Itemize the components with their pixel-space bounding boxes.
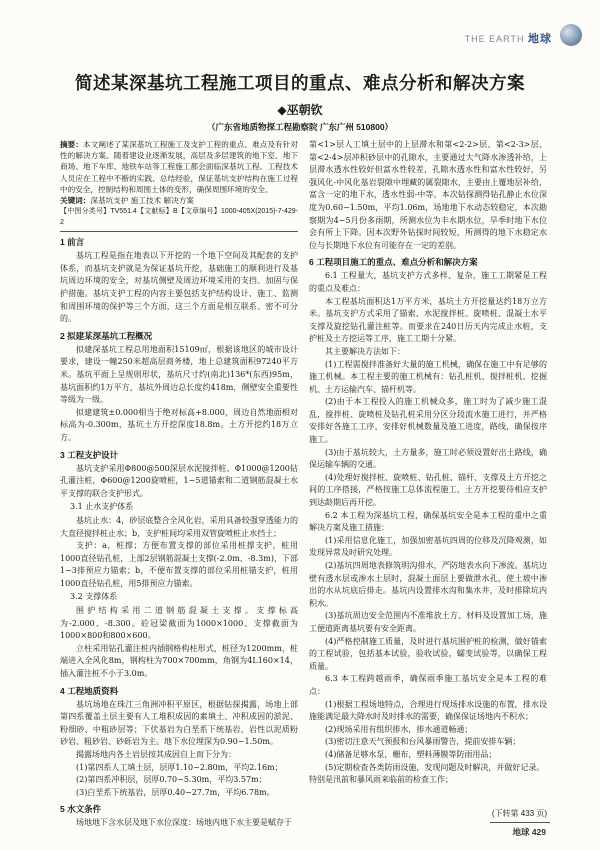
paragraph: 立柱采用钻孔灌注桩内插钢格构柱形式，桩径为1200mm，桩端进入全风化8m，钢构柱为700×700mm，角钢为4L160×14，插入灌注桩不小于3.0m。 xyxy=(60,643,298,679)
abstract-label: 摘要： xyxy=(60,140,84,149)
paragraph: (1)工程需搅拌准备好大量的施工机械，确保在施工中有足够的施工机械。本工程主要的施工机械有：钻孔桩机、搅拌桩机、挖掘机、土方运输汽车、锚杆机等。 xyxy=(309,359,547,394)
paragraph: 场地地下含水层及地下水位深度：场地内地下水主要是赋存于 xyxy=(76,818,292,828)
paragraph: (3)由于基坑较大，土方量多，施工时必须设置好出土路线，确保运输车辆的交通。 xyxy=(309,447,547,470)
paragraph: (1)采用信息化施工，加强加密基坑四周的位移及沉降观测，如发现异常及时研究处理。 xyxy=(309,535,547,558)
list-item: (5)定期检查各类防雨设施，发现问题及时解决，并做好记录。 xyxy=(325,762,545,772)
paragraph: 其主要解决方法如下： xyxy=(325,346,405,356)
paragraph: 揭露场地内各土岩层按其成因自上而下分为： xyxy=(76,750,236,759)
paragraph: 围护结构采用二道钢筋混凝土支撑。支撑标高为-2.000、-8.300。砼冠梁截面为1000×1000、支撑截面为1000×800和800×600。 xyxy=(60,606,298,641)
heading-s5: 5 水文条件 xyxy=(60,804,102,815)
keywords xyxy=(60,195,298,206)
journal-logo xyxy=(465,30,552,46)
heading-s31: 3.1 止水支护体系 xyxy=(70,502,134,512)
paragraph: 拟建深基坑工程总用地面积15109㎡，根据该地区的城市设计要求，建设一幢250米超高层商务楼，地上总建筑面积97240平方米。基坑平面上呈规则形状，基坑尺寸约(南北)136*(东西)95m，基坑面积约1万平方，基坑外周边总长度约418m，侧壁安全重要性等级为一级。 xyxy=(60,344,298,405)
paragraph: 6.2 本工程为深基坑工程，确保基坑安全是本工程的重中之重解决方案及施工措施： xyxy=(309,510,547,533)
heading-s3: 3 工程支护设计 xyxy=(60,449,119,460)
paragraph: (2)基坑四周地表修筑明沟排水，严防地表水向下渗流。基坑边壁有透水层或渗水土层时，混凝土面层上要做泄水孔，使土坡中渗出的水从坑底后排走。基坑内设置排水沟和集水井，及时排除坑内积水。 xyxy=(309,561,547,608)
abstract-text: 本文阐述了某深基坑工程施工及支护工程的重点、难点及有针对性的解决方案。随着建设业逐渐发展，高层及多层建筑的地下室、地下商场、地下车库、地铁车站等工程施工都会面临深基坑工程。工程技术人员应在工程中不断的实践、总结经验，保证基坑支护结构在施工过程中的安全，控制结构和周围土体的变形，确保周围环境的安全。 xyxy=(60,140,299,194)
left-column xyxy=(60,139,298,830)
keywords-label: 关键词： xyxy=(60,196,91,206)
paragraph: 基坑场地在珠江三角洲冲积平原区，根据钻探揭露，场地上部第四系覆盖土层主要有人工堆积成因的素填土、冲积成因的淤泥、粉细砂、中粗砂层等；下伏基岩为白垩系下统基岩，岩性以泥质粉砂岩、粗砂岩、砂砾岩为主。地下水位埋深为0.90~1.50m。 xyxy=(60,699,298,747)
paragraph: 基坑支护采用Φ800@500深层水泥搅拌桩、Φ1000@1200钻孔灌注桩，Φ600@1200旋喷桩，1~5道锚索和二道钢筋混凝土水平支撑的联合支护形式。 xyxy=(60,463,298,498)
paragraph: 支护：a，桩撑；方便布置支撑的部位采用桩撑支护，桩用1000直径钻孔桩，上部2层钢筋混凝土支撑(-2.0m、-8.3m)，下部1~3排预应力锚索；b，不便布置支撑的部位采用桩锚支护，桩用1000直径钻孔桩，用5排预应力锚索。 xyxy=(60,541,298,588)
page-header xyxy=(0,0,600,52)
affiliation: （广东省地质物探工程勘察院 广东广州 510800） xyxy=(206,122,394,132)
abstract xyxy=(60,139,298,195)
paragraph: 6.1 工程量大，基坑支护方式多样、复杂，施工工期紧是工程的重点及难点： xyxy=(309,271,547,293)
divider xyxy=(60,231,298,232)
paragraph: (2)由于本工程投入的施工机械众多，施工时为了减少施工混乱，搅拌桩、旋喷桩及钻孔桩采用分区分段流水施工进行，并严格安排好各施工工序，安排好机械数量及施工进度，路线，确保按序施工。 xyxy=(309,397,547,445)
paragraph: 基坑止水：4，砂层底整合全风化岩，采用具备较强穿透能力的大直径搅拌桩止水；b，支护桩间均采用双管旋喷桩止水挡土； xyxy=(60,515,298,538)
page-number: 地球 429 xyxy=(512,827,546,837)
paragraph: (4)严格控制施工质量，及时进行基坑围护桩的检测，做好锚索的工程试验，包括基本试验，验收试验，蠕变试验等，以确保工程质量。 xyxy=(309,636,547,671)
paragraph: 6.3 本工程跨越雨季，确保雨季施工基坑安全是本工程的难点： xyxy=(309,674,547,696)
list-item: (1)第四系人工填土层，层厚1.10~2.80m，平均2.16m； xyxy=(76,762,283,772)
author: ◆巫朝钦 xyxy=(277,103,323,117)
right-column xyxy=(309,139,547,787)
paragraph: 基坑工程是指在地表以下开挖的一个地下空间及其配套的支护体系，而基坑支护就是为保证基坑开挖，基础施工的顺利进行及基坑周边环境的安全，对基坑侧壁及周边环境采用的支挡、加固与保护措施。基坑支护工程的内容主要包括支护结构设计、施工、监测和周围环境的保护等三个方面，这三个方面是相互联系、密不可分的。 xyxy=(60,251,298,324)
continued-note: (下转第 433 页) xyxy=(491,809,547,818)
list-item: (2)现场采用有组织排水，排水通道畅通； xyxy=(325,724,473,734)
footer-divider xyxy=(490,822,550,823)
paragraph: 本工程基坑面积达1万平方米，基坑土方开挖量达约18万立方米。基坑支护方式采用了锚索、水泥搅拌桩、旋喷桩、混凝土水平支撑及旋挖钻孔灌注桩等。而要求在240日历天内完成止水桩，支护桩及土方挖运等工序，施工工期十分紧。 xyxy=(309,296,547,344)
paragraph: (1)根据工程场地特点，合理进行现场排水设施的布置，排水设施能满足最大降水时及时排水的需要，确保保证场地内不积水； xyxy=(309,699,547,722)
paragraph: 拟建建筑±0.000相当于绝对标高+8.000，周边自然地面相对标高为-0.300m，基坑土方开挖深度18.8m。土方开挖约18万立方。 xyxy=(60,407,298,442)
article-title: 简述某深基坑工程施工项目的重点、难点分析和解决方案 xyxy=(75,74,525,94)
journal-logo-en: THE EARTH xyxy=(464,34,525,44)
journal-logo-cn: 地球 xyxy=(528,33,552,45)
list-item: (3)密切注意天气预报和台风暴雨警告，提前安排车辆； xyxy=(325,737,521,747)
heading-s6: 6 工程项目施工的重点、难点分析和解决方案 xyxy=(309,257,478,268)
classification-meta: 【中图分类号】TV551.4【文献标】B【文章编号】1000-405X(2015)-7-429-2 xyxy=(60,208,298,227)
paragraph: (3)基坑周边安全范围内不准堆放土方、材料及设置加工场，施工便道距离基坑要有安全距离。 xyxy=(309,611,547,633)
globe-icon xyxy=(560,24,582,46)
list-item: (4)储备足够水泵，栅布，塑料薄膜等防雨用品； xyxy=(325,749,497,759)
heading-s4: 4 工程地质资料 xyxy=(60,685,119,696)
paragraph: 特别是汛前和暴风雨来临前的检查工作； xyxy=(309,775,453,785)
paragraph: (4)处理好搅拌桩、旋喷桩、钻孔桩、锚杆、支撑及土方开挖之间的工序搭接，严格按施工总体流程施工，土方开挖要待相应支护到达龄期后再开挖。 xyxy=(309,472,547,508)
heading-s2: 2 拟建某深基坑工程概况 xyxy=(60,330,153,341)
heading-s32: 3.2 支撑体系 xyxy=(70,592,118,602)
paragraph: 第<1>层人工填土层中的上层滞水和第<2-2>层、第<2-3>层、第<2-4>层冲积砂层中的孔隙水，主要通过大气降水渗透补给，上层滞水透水性较好但富水性较差，孔隙水透水性和富水性较好，另强风化-中风化基岩裂隙中埋藏的属裂隙水，主要由上覆地层补给，富含一定的地下水，透水性弱-中等。本次钻探测得钻孔静止水位深度为0.60~1.50m，平均1.06m，场地地下水动态较稳定，本次勘察期为4~5月份多雨期，所测水位为丰水期水位，旱季时地下水位会有所上下降。因本次野外钻探时间较短，所测得的地下水稳定水位与长期地下水位有可能存在一定的差别。 xyxy=(309,140,547,250)
list-item: (3)白垩系下统基岩，层厚0.40~27.7m，平均6.78m。 xyxy=(76,787,275,797)
list-item: (2)第四系冲积层，层厚0.70~5.30m，平均3.57m； xyxy=(76,775,267,785)
keywords-text: 深基坑支护 施工技术 解决方案 xyxy=(90,196,194,206)
heading-s1: 1 前言 xyxy=(60,237,85,248)
